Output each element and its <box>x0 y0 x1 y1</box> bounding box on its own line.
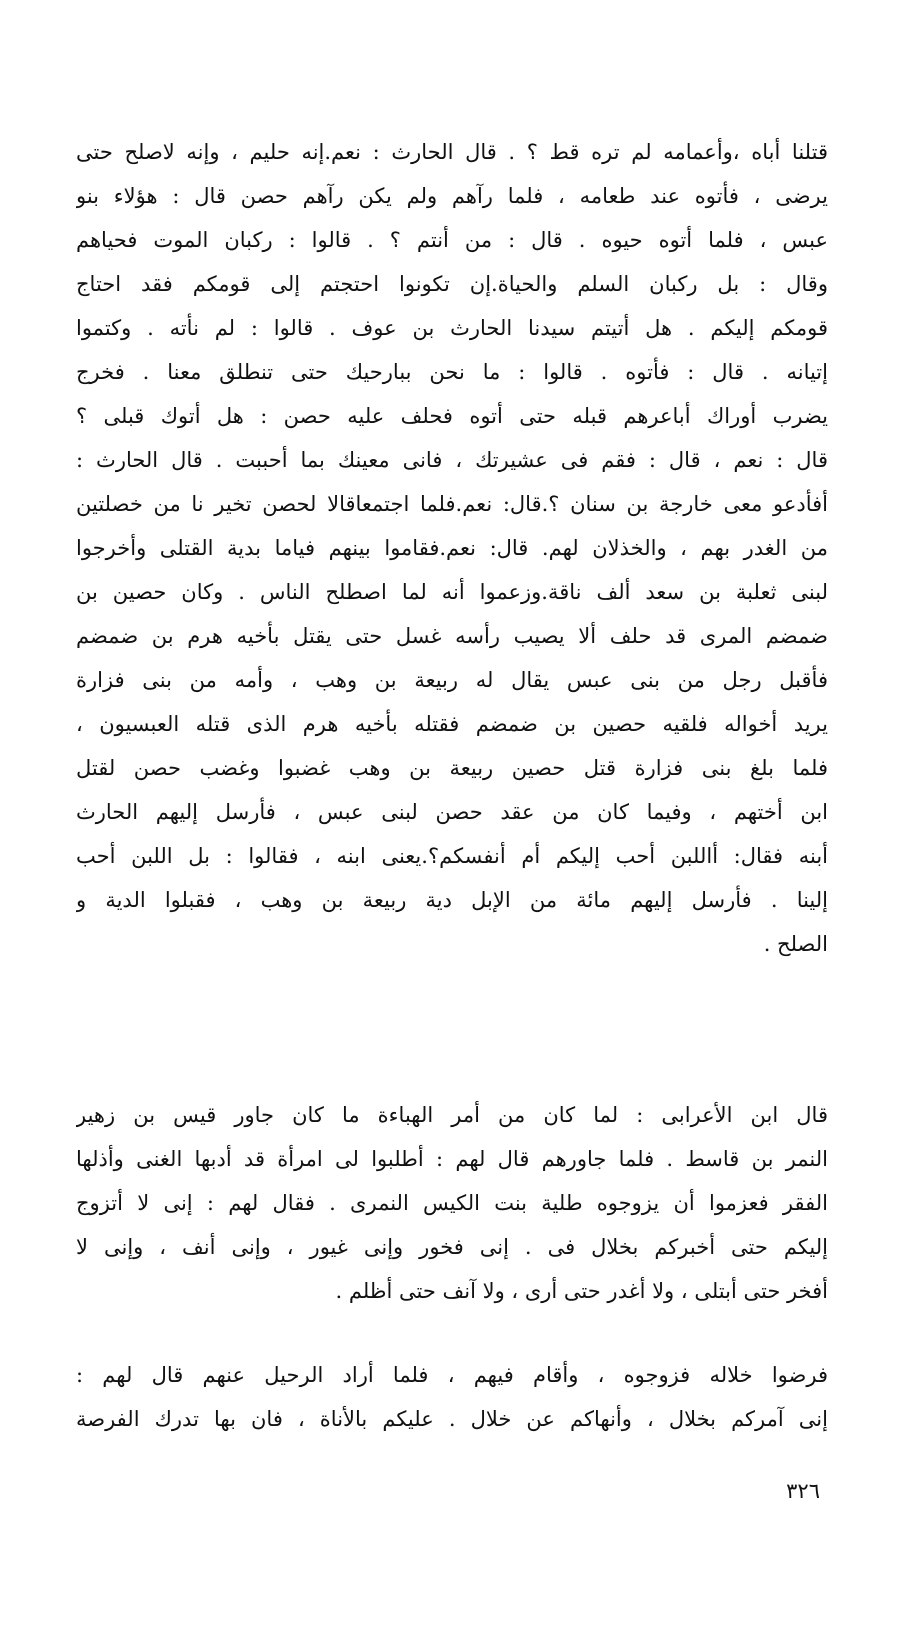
text-line: قتلنا أباه ،وأعمامه لم تره قط ؟ . قال الحارث : نعم.إنه حليم ، وإنه لاصلح حتى <box>76 140 828 164</box>
text-line: إلينا . فأرسل إليهم مائة من الإبل دية ربيعة بن وهب ، فقبلوا الدية و <box>76 888 828 912</box>
text-line: أبنه فقال: أاللبن أحب إليكم أم أنفسكم؟.يعنى ابنه ، فقالوا : بل اللبن أحب <box>76 844 828 868</box>
text-line: الصلح . <box>763 932 828 956</box>
text-line: أفخر حتى أبتلى ، ولا أغدر حتى أرى ، ولا آنف حتى أظلم . <box>335 1279 828 1303</box>
text-line: لبنى ثعلبة بن سعد ألف ناقة.وزعموا أنه لما اصطلح الناس . وكان حصين بن <box>76 580 828 604</box>
paragraph-3 <box>76 1353 828 1441</box>
text-line: أفأدعو معى خارجة بن سنان ؟.قال: نعم.فلما اجتمعاقالا لحصن تخير نا من خصلتين <box>76 492 828 516</box>
text-line: يرضى ، فأتوه عند طعامه ، فلما رآهم ولم يكن رآهم حصن قال : هؤلاء بنو <box>76 184 828 208</box>
text-line: فرضوا خلاله فزوجوه ، وأقام فيهم ، فلما أراد الرحيل عنهم قال لهم : <box>76 1363 828 1387</box>
text-line: إنى آمركم بخلال ، وأنهاكم عن خلال . عليكم بالأناة ، فان بها تدرك الفرصة <box>76 1407 828 1431</box>
text-line: قومكم إليكم . هل أتيتم سيدنا الحارث بن عوف . قالوا : لم نأته . وكتموا <box>76 316 828 340</box>
text-line: فأقبل رجل من بنى عبس يقال له ربيعة بن وهب ، وأمه من بنى فزارة <box>76 668 828 692</box>
text-line: الفقر فعزموا أن يزوجوه طلية بنت الكيس النمرى . فقال لهم : إنى لا أتزوج <box>76 1191 828 1215</box>
page-number: ٣٢٦ <box>786 1479 820 1503</box>
text-line: إليكم حتى أخبركم بخلال فى . إنى فخور وإنى غيور ، وإنى أنف ، وإنى لا <box>76 1235 828 1259</box>
paragraph-2 <box>76 1093 828 1313</box>
text-line: يريد أخواله فلقيه حصين بن ضمضم فقتله بأخيه هرم الذى قتله العبسيون ، <box>76 712 828 736</box>
text-line: ابن أختهم ، وفيما كان من عقد حصن لبنى عبس ، فأرسل إليهم الحارث <box>76 800 828 824</box>
text-line: يضرب أوراك أباعرهم قبله حتى أتوه فحلف عليه حصن : هل أتوك قبلى ؟ <box>76 404 828 428</box>
text-line: النمر بن قاسط . فلما جاورهم قال لهم : أطلبوا لى امرأة قد أدبها الغنى وأذلها <box>76 1147 828 1171</box>
text-line: قال ابن الأعرابى : لما كان من أمر الهباءة ما كان جاور قيس بن زهير <box>76 1103 828 1127</box>
text-line: من الغدر بهم ، والخذلان لهم. قال: نعم.فقاموا بينهم فياما بدية القتلى وأخرجوا <box>76 536 828 560</box>
text-line: عبس ، فلما أتوه حيوه . قال : من أنتم ؟ . قالوا : ركبان الموت فحياهم <box>76 228 828 252</box>
text-line: إتيانه . قال : فأتوه . قالوا : ما نحن ببارحيك حتى تنطلق معنا . فخرج <box>76 360 828 384</box>
text-line: ضمضم المرى قد حلف ألا يصيب رأسه غسل حتى يقتل بأخيه هرم بن ضمضم <box>76 624 828 648</box>
text-line: فلما بلغ بنى فزارة قتل حصين ربيعة بن وهب غضبوا وغضب حصن لقتل <box>76 756 828 780</box>
text-line: قال : نعم ، قال : فقم فى عشيرتك ، فانى معينك بما أحببت . قال الحارث : <box>76 448 828 472</box>
paragraph-1 <box>76 130 828 966</box>
text-line: وقال : بل ركبان السلم والحياة.إن تكونوا احتجتم إلى قومكم فقد احتاج <box>76 272 828 296</box>
